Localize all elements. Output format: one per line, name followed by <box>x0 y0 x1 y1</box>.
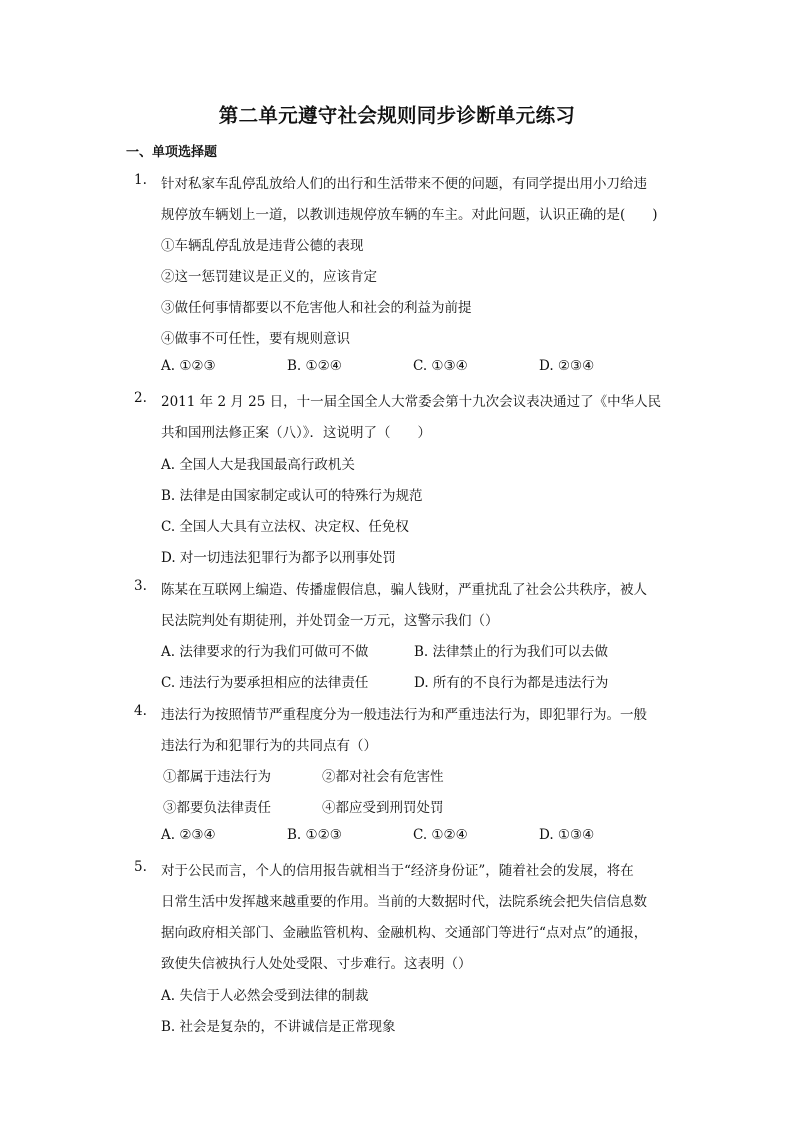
question-number: 2. <box>134 390 147 406</box>
question-stem-line: 民法院判处有期徒刑，并处罚金一万元，这警示我们（） <box>161 613 499 629</box>
option-b: B. 法律禁止的行为我们可以去做 <box>414 644 609 660</box>
option-a: A. ①②③ <box>161 358 216 374</box>
question-stem-line: 违法行为按照情节严重程度分为一般违法行为和严重违法行为，即犯罪行为。一般 <box>161 707 647 723</box>
option-c: C. 违法行为要承担相应的法律责任 <box>161 675 369 691</box>
question-stem-line: 据向政府相关部门、金融监管机构、金融机构、交通部门等进行“点对点”的通报， <box>161 925 648 941</box>
question-stem-line: 共和国刑法修正案（八）》．这说明了（ ） <box>161 425 431 441</box>
section-heading: 一、单项选择题 <box>126 145 218 160</box>
statement: ①车辆乱停乱放是违背公德的表现 <box>161 238 364 254</box>
question-stem-line: 规停放车辆划上一道，以教训违规停放车辆的车主。对此问题，认识正确的是( ) <box>161 207 658 223</box>
question-number: 5. <box>134 859 147 875</box>
question-number: 3. <box>134 578 147 594</box>
option-a: A. 失信于人必然会受到法律的制裁 <box>161 988 369 1004</box>
option-d: D. 所有的不良行为都是违法行为 <box>414 675 609 691</box>
page-title: 第二单元遵守社会规则同步诊断单元练习 <box>218 104 576 127</box>
option-b: B. ①②④ <box>287 358 342 374</box>
question-number: 1. <box>134 172 147 188</box>
question-stem-line: 日常生活中发挥越来越重要的作用。当前的大数据时代，法院系统会把失信信息数 <box>161 894 647 910</box>
option-d: D. 对一切违法犯罪行为都予以刑事处罚 <box>161 550 396 566</box>
statement: ②这一惩罚建议是正义的，应该肯定 <box>161 269 377 285</box>
option-c: C. ①③④ <box>413 358 468 374</box>
statement: ④都应受到刑罚处罚 <box>322 800 444 816</box>
option-a: A. 法律要求的行为我们可做可不做 <box>161 644 369 660</box>
option-a: A. ②③④ <box>161 827 216 843</box>
question-stem-line: 针对私家车乱停乱放给人们的出行和生活带来不便的问题，有同学提出用小刀给违 <box>161 176 647 192</box>
question-stem-line: 对于公民而言，个人的信用报告就相当于“经济身份证”，随着社会的发展，将在 <box>161 863 634 879</box>
question-stem-line: 违法行为和犯罪行为的共同点有（） <box>161 738 377 754</box>
option-d: D. ①③④ <box>539 827 595 843</box>
question-number: 4. <box>134 703 147 719</box>
statement: ③做任何事情都要以不危害他人和社会的利益为前提 <box>161 300 472 316</box>
option-c: C. 全国人大具有立法权、决定权、任免权 <box>161 519 409 535</box>
option-b: B. 法律是由国家制定或认可的特殊行为规范 <box>161 488 423 504</box>
option-a: A. 全国人大是我国最高行政机关 <box>161 457 355 473</box>
statement: ②都对社会有危害性 <box>322 769 444 785</box>
option-b: B. 社会是复杂的，不讲诚信是正常现象 <box>161 1019 396 1035</box>
option-c: C. ①②④ <box>413 827 468 843</box>
question-stem-line: 2011 年 2 月 25 日，十一届全国全人大常委会第十九次会议表决通过了《中华人民 <box>161 394 662 410</box>
question-stem-line: 陈某在互联网上编造、传播虚假信息，骗人钱财，严重扰乱了社会公共秩序，被人 <box>161 582 647 598</box>
statement: ④做事不可任性，要有规则意识 <box>161 331 350 347</box>
option-b: B. ①②③ <box>287 827 342 843</box>
statement: ③都要负法律责任 <box>163 800 271 816</box>
question-stem-line: 致使失信被执行人处处受限、寸步难行。这表明（） <box>161 956 472 972</box>
statement: ①都属于违法行为 <box>163 769 271 785</box>
option-d: D. ②③④ <box>539 358 595 374</box>
